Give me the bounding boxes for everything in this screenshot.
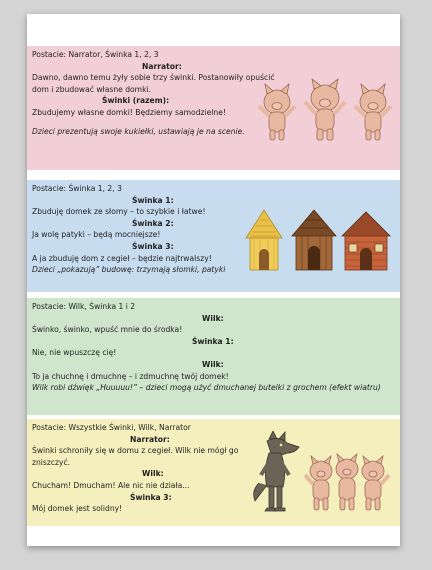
dialogue-line: Chucham! Dmucham! Ale nic nie działa... <box>32 480 190 490</box>
dialogue-line: Nie, nie wpuszczę cię! <box>32 348 117 358</box>
speaker-label: Świnka 3: <box>132 241 174 251</box>
wolf-and-pigs-illustration <box>249 431 394 521</box>
dialogue-line: A ja zbuduję dom z cegieł – będzie najtrwalszy! <box>32 253 212 263</box>
speaker-label: Narrator: <box>130 434 170 444</box>
dialogue-line: Zbudujemy własne domki! Będziemy samodzielne! <box>32 107 226 117</box>
speaker-label: Wilk: <box>202 313 224 323</box>
speaker-label: Narrator: <box>142 61 182 71</box>
scene-3-cast: Postacie: Wilk, Świnka 1 i 2 <box>32 302 136 311</box>
pig-icon <box>336 454 358 510</box>
scene-3 <box>27 298 400 415</box>
stage-direction: Dzieci prezentują swoje kukiełki, ustawiają je na scenie. <box>32 126 245 136</box>
speaker-label: Świnka 1: <box>132 195 174 205</box>
scene-1 <box>27 46 400 170</box>
speaker-label: Świnki (razem): <box>102 96 170 106</box>
stage-direction: Wilk robi dźwięk „Huuuuu!” – dzieci mogą użyć dmuchanej butelki z grochem (efekt wiatru) <box>32 383 381 393</box>
dialogue-line: To ja chuchnę i dmuchnę – i zdmuchnę twój domek! <box>32 371 229 381</box>
speaker-label: Świnka 2: <box>132 218 174 228</box>
scene-4-cast: Postacie: Wszystkie Świnki, Wilk, Narrator <box>32 423 191 432</box>
speaker-label: Świnka 1: <box>192 336 234 346</box>
scene-2 <box>27 180 400 292</box>
pig-icon <box>305 456 332 510</box>
speaker-label: Wilk: <box>202 359 224 369</box>
dialogue-line: Dawno, dawno temu żyły sobie trzy świnki. Postanowiły opuścić dom i zbudować własne domki. <box>32 73 275 94</box>
pig-icon <box>362 456 389 510</box>
scene-4 <box>27 419 400 526</box>
brick-house-icon <box>342 212 390 270</box>
dialogue-line: Mój domek jest solidny! <box>32 504 123 514</box>
speaker-label: Wilk: <box>142 469 164 479</box>
speaker-label: Świnka 3: <box>130 492 172 502</box>
scene-1-cast: Postacie: Narrator, Świnka 1, 2, 3 <box>32 50 159 59</box>
pig-icon <box>305 79 345 140</box>
dialogue-line: Świnko, świnko, wpuść mnie do środka! <box>32 325 183 335</box>
stick-house-icon <box>292 210 336 270</box>
scene-2-cast: Postacie: Świnka 1, 2, 3 <box>32 184 122 193</box>
dialogue-line: Świnki schroniły się w domu z cegieł. Wilk nie mógł go zniszczyć. <box>32 446 239 467</box>
stage-direction: Dzieci „pokazują” budowę: trzymają słomki, patyki <box>32 265 226 275</box>
dialogue-line: Ja wolę patyki – będą mocniejsze! <box>32 230 161 240</box>
dialogue-line: Zbuduję domek ze słomy – to szybkie i łatwe! <box>32 207 206 217</box>
script-page <box>27 14 400 546</box>
pig-icon <box>355 84 391 140</box>
